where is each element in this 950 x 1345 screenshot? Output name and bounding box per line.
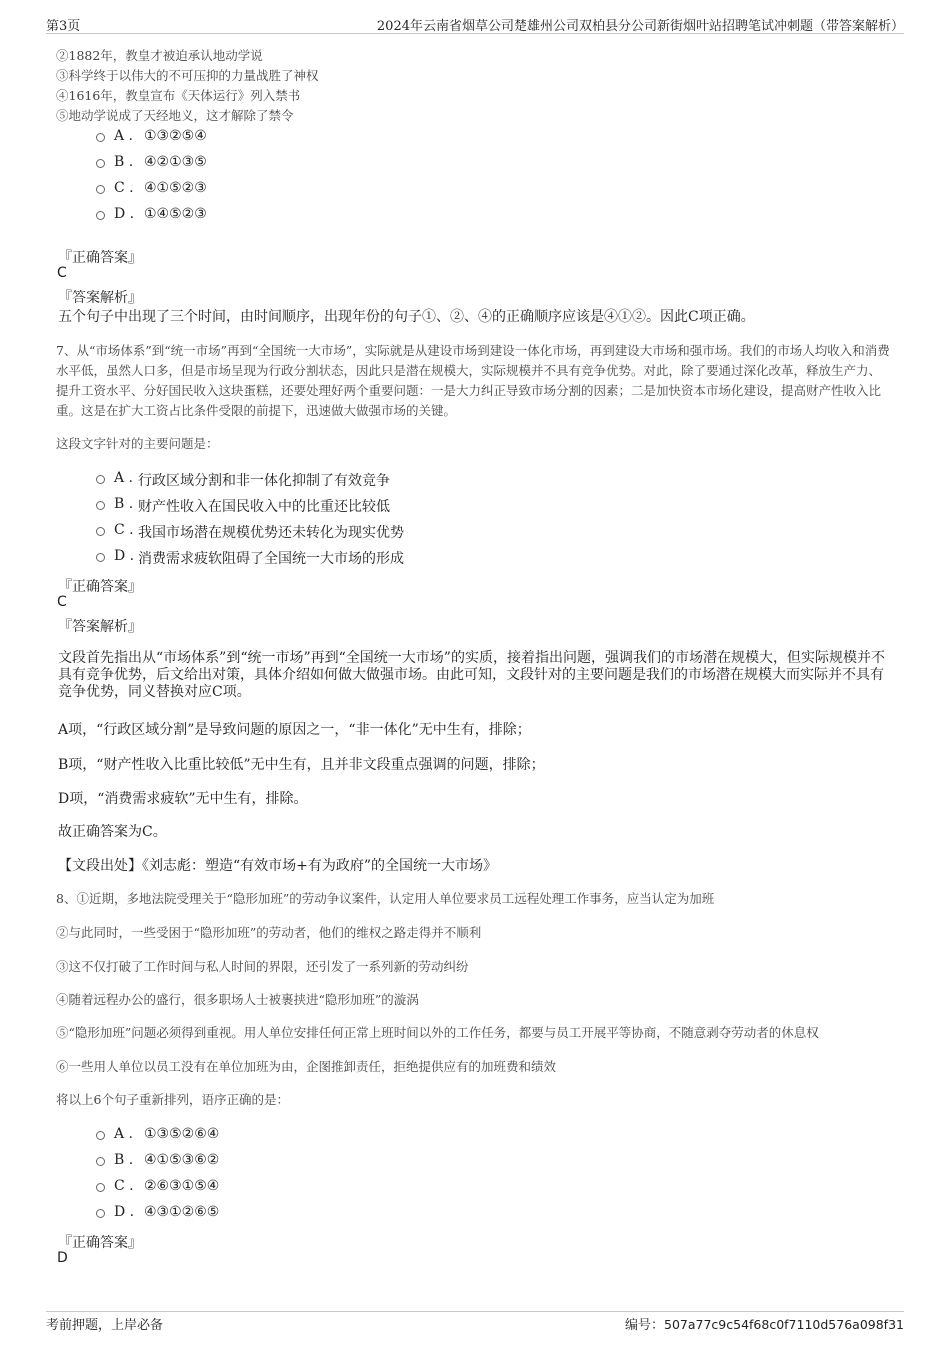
q8-sentence-5: ⑤“隐形加班”问题必须得到重视。用人单位安排任何正常上班时间以外的工作任务，都要与员工开展平等协商，不随意剥夺劳动者的休息权 — [56, 1025, 819, 1040]
q8-answer-label: 『正确答案』 — [58, 1235, 142, 1251]
q8-sentence-1: 8、①近期，多地法院受理关于“隐形加班”的劳动争议案件，认定用人单位要求员工远程处理工作事务，应当认定为加班 — [56, 891, 715, 906]
option-text: ④③①②⑥⑤ — [144, 1204, 220, 1220]
document-title: 2024年云南省烟草公司楚雄州公司双柏县分公司新街烟叶站招聘笔试冲刺题（带答案解析） — [376, 19, 904, 34]
q8-sentence-2: ②与此同时，一些受困于“隐形加班”的劳动者，他们的维权之路走得并不顺利 — [56, 925, 482, 940]
option-letter: D . — [114, 1204, 135, 1220]
radio-icon[interactable] — [96, 185, 105, 194]
footer-code-value: 507a77c9c54f68c0f7110d576a098f31 — [664, 1317, 904, 1332]
q6-analysis-label: 『答案解析』 — [58, 290, 142, 306]
option-text: 消费需求疲软阻碍了全国统一大市场的形成 — [138, 551, 404, 567]
q6-statement-4: ④1616年，教皇宣布《天体运行》列入禁书 — [56, 88, 301, 103]
footer-code — [625, 1314, 904, 1333]
q6-answer: C — [57, 265, 67, 281]
q8-sentence-6: ⑥一些用人单位以员工没有在单位加班为由，企图推卸责任，拒绝提供应有的加班费和绩效 — [56, 1059, 557, 1074]
q7-answer-label: 『正确答案』 — [58, 579, 142, 595]
q8-answer: D — [57, 1250, 68, 1266]
q8-sentence-4: ④随着远程办公的盛行，很多职场人士被裹挟进“隐形加班”的漩涡 — [56, 992, 419, 1007]
q6-statement-3: ③科学终于以伟大的不可压抑的力量战胜了神权 — [56, 68, 319, 83]
option-letter: D . — [114, 548, 135, 564]
radio-icon[interactable] — [96, 159, 105, 168]
radio-icon[interactable] — [96, 1209, 105, 1218]
footer-code-label: 编号： — [624, 1318, 664, 1333]
radio-icon[interactable] — [96, 1183, 105, 1192]
radio-icon[interactable] — [96, 527, 105, 536]
radio-icon[interactable] — [96, 211, 105, 220]
q7-note-b: B项，“财产性收入比重比较低”无中生有，且并非文段重点强调的问题，排除； — [58, 757, 545, 773]
footer-slogan: 考前押题，上岸必备 — [46, 1318, 164, 1333]
option-text: ①③⑤②⑥④ — [144, 1126, 220, 1142]
radio-icon[interactable] — [96, 475, 105, 484]
radio-icon[interactable] — [96, 501, 105, 510]
option-text: ④②①③⑤ — [144, 154, 207, 170]
q7-answer: C — [57, 594, 67, 610]
header-divider — [46, 33, 904, 34]
q6-statement-5: ⑤地动学说成了天经地义，这才解除了禁令 — [56, 108, 294, 123]
q7-note-a: A项，“行政区域分割”是导致问题的原因之一，“非一体化”无中生有，排除； — [58, 722, 531, 738]
option-text: ①③②⑤④ — [144, 128, 207, 144]
q7-stem: 7、从“市场体系”到“统一市场”再到“全国统一大市场”，实际就是从建设市场到建设一体化市场，再到建设大市场和强市场。我们的市场人均收入和消费水平低，虽然人口多，但是市场呈现为行政分割状态，因此只是潜在规模大，实际规模并不具有竞争优势。对此，除了要通过深化改革，释放生产力、提升工资水平、分好国民收入这块蛋糕，还要处理好两个重要问题：一是大力纠正导致市场分割的因素；二是加快资本市场化建设，提高财产性收入比重。这是在扩大工资占比条件受限的前提下，迅速做大做强市场的关键。 — [56, 343, 890, 418]
option-letter: A . — [114, 128, 134, 144]
option-text: ④①⑤②③ — [144, 180, 207, 196]
option-letter: B . — [114, 496, 134, 512]
q7-analysis-label: 『答案解析』 — [58, 619, 142, 635]
option-text: ②⑥③①⑤④ — [144, 1178, 220, 1194]
option-text: 行政区域分割和非一体化抑制了有效竞争 — [138, 473, 390, 489]
q7-analysis: 文段首先指出从“市场体系”到“统一市场”再到“全国统一大市场”的实质，接着指出问题，强调我们的市场潜在规模大，但实际规模并不具有竞争优势，后文给出对策，具体介绍如何做大做强市场。由此可知，文段针对的主要问题是我们的市场潜在规模大而实际并不具有竞争优势，同义替换对应C项。 — [58, 650, 885, 700]
q8-question: 将以上6个句子重新排列，语序正确的是： — [56, 1092, 289, 1107]
radio-icon[interactable] — [96, 553, 105, 562]
q7-source: 【文段出处】《刘志彪：塑造“有效市场+有为政府”的全国统一大市场》 — [58, 858, 498, 874]
q8-sentence-3: ③这不仅打破了工作时间与私人时间的界限，还引发了一系列新的劳动纠纷 — [56, 959, 469, 974]
q7-conclusion: 故正确答案为C。 — [58, 824, 167, 840]
q6-statement-2: ②1882年，教皇才被迫承认地动学说 — [56, 48, 263, 63]
footer-divider — [46, 1311, 904, 1312]
q6-answer-label: 『正确答案』 — [58, 250, 142, 266]
option-text: ④①⑤③⑥② — [144, 1152, 220, 1168]
option-letter: B . — [114, 154, 134, 170]
radio-icon[interactable] — [96, 133, 105, 142]
q7-note-d: D项，“消费需求疲软”无中生有，排除。 — [58, 791, 308, 807]
option-text: 财产性收入在国民收入中的比重还比较低 — [138, 499, 390, 515]
option-letter: C . — [114, 522, 134, 538]
option-letter: B . — [114, 1152, 134, 1168]
q7-question: 这段文字针对的主要问题是： — [56, 436, 219, 451]
option-letter: C . — [114, 180, 134, 196]
radio-icon[interactable] — [96, 1157, 105, 1166]
option-text: ①④⑤②③ — [144, 206, 207, 222]
page-number: 第3页 — [46, 19, 81, 34]
option-text: 我国市场潜在规模优势还未转化为现实优势 — [138, 525, 404, 541]
option-letter: A . — [114, 1126, 134, 1142]
option-letter: C . — [114, 1178, 134, 1194]
option-letter: A . — [114, 470, 134, 486]
radio-icon[interactable] — [96, 1131, 105, 1140]
option-letter: D . — [114, 206, 135, 222]
q6-analysis: 五个句子中出现了三个时间，由时间顺序，出现年份的句子①、②、④的正确顺序应该是④①②。因此C项正确。 — [58, 309, 755, 325]
